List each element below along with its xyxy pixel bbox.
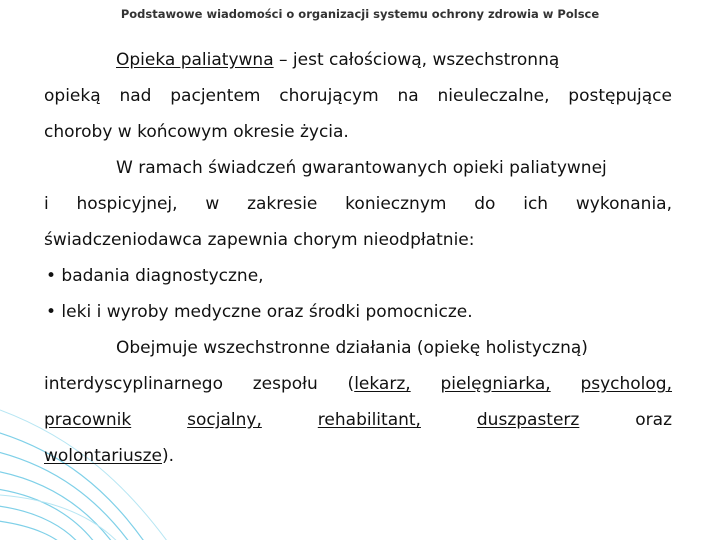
- team-pielegniarka: pielęgniarka,: [440, 374, 551, 394]
- p2-line3: świadczeniodawca zapewnia chorym nieodpłatnie:: [44, 230, 475, 250]
- conj-oraz: oraz: [635, 410, 673, 430]
- p2-line2: i hospicyjnej, w zakresie koniecznym do ich wykonania,: [44, 194, 672, 214]
- p3-line1: Obejmuje wszechstronne działania (opiekę holistyczną): [116, 338, 588, 358]
- team-duszpasterz: duszpasterz: [476, 410, 580, 430]
- p1-line1: [44, 50, 672, 70]
- p3-line3: [44, 410, 672, 430]
- p3-closing: ).: [162, 446, 175, 466]
- team-rehabilitant: rehabilitant,: [317, 410, 421, 430]
- bullet-item-1: • badania diagnostyczne,: [46, 266, 264, 286]
- p1-line1-rest: – jest całościową, wszechstronną: [273, 50, 560, 70]
- team-socjalny: socjalny,: [187, 410, 262, 430]
- p3-line2: [44, 374, 672, 394]
- team-lekarz: lekarz,: [354, 374, 411, 394]
- team-psycholog: psycholog,: [580, 374, 673, 394]
- team-pracownik: pracownik: [44, 410, 132, 430]
- p3-line2-prefix: interdyscyplinarnego zespołu (: [44, 374, 355, 394]
- team-wolontariusze: wolontariusze: [44, 446, 163, 466]
- page-header: Podstawowe wiadomości o organizacji systemu ochrony zdrowia w Polsce: [120, 7, 600, 21]
- p1-line3: choroby w końcowym okresie życia.: [44, 122, 349, 142]
- p1-line2: opieką nad pacjentem chorującym na nieuleczalne, postępujące: [44, 86, 672, 106]
- p3-line4: [44, 446, 672, 466]
- bullet-item-2: • leki i wyroby medyczne oraz środki pomocnicze.: [46, 302, 473, 322]
- term-opieka-paliatywna: Opieka paliatywna: [116, 50, 274, 70]
- content: [44, 0, 672, 540]
- p2-line1: W ramach świadczeń gwarantowanych opieki paliatywnej: [116, 158, 607, 178]
